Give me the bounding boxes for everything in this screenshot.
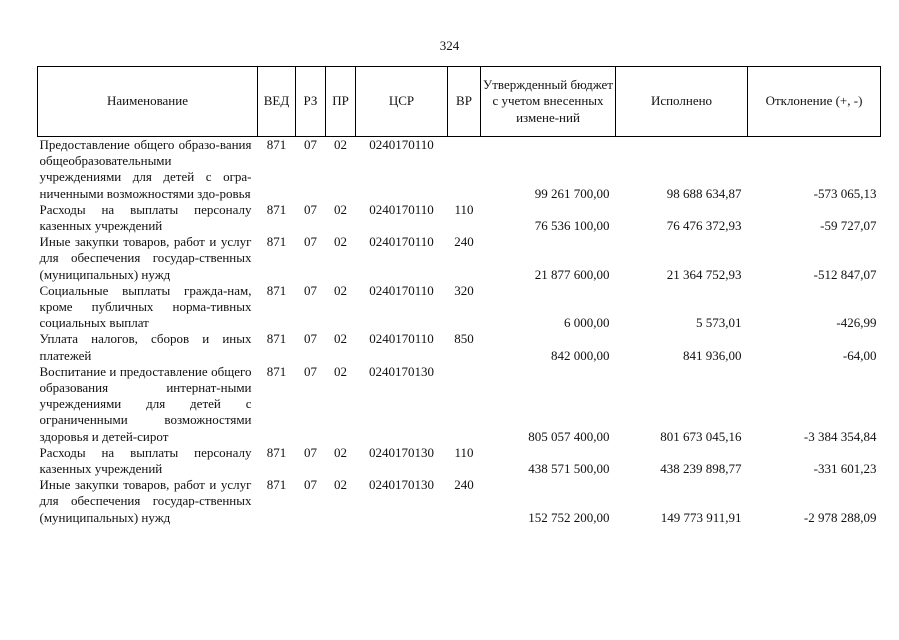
header-name: Наименование [38,67,258,137]
cell-rz: 07 [304,137,317,152]
cell-executed: 801 673 045,16 [660,428,742,444]
table-row [38,364,881,445]
cell-pr: 02 [334,444,347,460]
cell-approved: 152 752 200,00 [528,509,610,525]
cell-name: Воспитание и предоставление общего образования интернат-ными учреждениями для детей с ограниченными возможностями здоровья и детей-сирот [39,363,252,444]
cell-ved: 871 [266,201,287,217]
cell-rz: 07 [304,363,317,379]
cell-deviation: -331 601,23 [813,461,877,477]
cell-ved: 871 [266,137,287,152]
header-rz: РЗ [296,67,326,137]
cell-csr: 0240170110 [369,137,434,152]
cell-executed: 438 239 898,77 [660,461,742,477]
cell-ved: 871 [266,282,287,298]
cell-name: Иные закупки товаров, работ и услуг для обеспечения государ-ственных (муниципальных) нужд [39,477,252,525]
cell-name: Расходы на выплаты персоналу казенных учреждений [39,201,252,234]
cell-approved: 6 000,00 [564,315,610,331]
cell-name: Предоставление общего образо-вания общеобразовательными учреждениями для детей с огра-ниченными возможностями здо-ровья [39,137,252,201]
cell-pr: 02 [334,234,347,250]
table-header-row [38,67,881,137]
table-row [38,331,881,363]
cell-approved: 438 571 500,00 [528,461,610,477]
table-row [38,283,881,332]
header-executed: Исполнено [616,67,748,137]
cell-executed: 149 773 911,91 [660,509,742,525]
cell-vr [448,364,481,445]
cell-csr: 0240170110 [369,331,434,347]
table-row [38,445,881,477]
cell-csr: 0240170130 [369,477,434,493]
cell-executed: 21 364 752,93 [666,266,742,282]
cell-pr: 02 [334,363,347,379]
cell-pr: 02 [334,201,347,217]
cell-rz: 07 [304,444,317,460]
cell-name: Иные закупки товаров, работ и услуг для обеспечения государ-ственных (муниципальных) нужд [39,234,252,282]
cell-name: Уплата налогов, сборов и иных платежей [39,331,252,363]
cell-ved: 871 [266,444,287,460]
cell-ved: 871 [266,331,287,347]
header-pr: ПР [326,67,356,137]
cell-deviation: -512 847,07 [813,266,877,282]
cell-vr: 110 [454,201,474,217]
cell-vr: 240 [454,234,474,250]
cell-executed: 98 688 634,87 [666,185,742,201]
cell-pr: 02 [334,331,347,347]
table-body [38,137,881,526]
cell-deviation: -2 978 288,09 [803,509,877,525]
page-number: 324 [439,38,460,53]
header-csr: ЦСР [356,67,448,137]
cell-ved: 871 [266,234,287,250]
cell-deviation: -3 384 354,84 [803,428,877,444]
cell-ved: 871 [266,477,287,493]
cell-vr: 110 [454,444,474,460]
cell-csr: 0240170110 [369,282,434,298]
cell-vr [448,137,481,202]
cell-name: Расходы на выплаты персоналу казенных учреждений [39,444,252,477]
cell-vr: 850 [454,331,474,347]
cell-approved: 21 877 600,00 [534,266,610,282]
table-row [38,477,881,526]
cell-deviation: -573 065,13 [813,185,877,201]
cell-deviation: -426,99 [836,315,877,331]
cell-rz: 07 [304,331,317,347]
cell-pr: 02 [334,477,347,493]
cell-csr: 0240170110 [369,234,434,250]
cell-approved: 99 261 700,00 [534,185,610,201]
cell-csr: 0240170130 [369,444,434,460]
header-approved: Утвержденный бюджет с учетом внесенных измене-ний [481,67,616,137]
cell-rz: 07 [304,201,317,217]
cell-approved: 842 000,00 [551,347,610,363]
cell-rz: 07 [304,234,317,250]
cell-ved: 871 [266,363,287,379]
header-ved: ВЕД [258,67,296,137]
cell-executed: 76 476 372,93 [666,218,742,234]
cell-vr: 320 [454,282,474,298]
table-row [38,137,881,202]
cell-vr: 240 [454,477,474,493]
table-row [38,202,881,234]
cell-deviation: -64,00 [842,347,877,363]
cell-csr: 0240170130 [369,363,434,379]
cell-approved: 76 536 100,00 [534,218,610,234]
cell-pr: 02 [334,282,347,298]
cell-executed: 841 936,00 [683,347,742,363]
cell-executed: 5 573,01 [696,315,742,331]
header-vr: ВР [448,67,481,137]
cell-csr: 0240170110 [369,201,434,217]
cell-rz: 07 [304,282,317,298]
cell-rz: 07 [304,477,317,493]
cell-name: Социальные выплаты гражда-нам, кроме публичных норма-тивных социальных выплат [39,282,252,331]
budget-execution-table [37,66,881,526]
header-deviation: Отклонение (+, -) [748,67,881,137]
cell-approved: 805 057 400,00 [528,428,610,444]
cell-deviation: -59 727,07 [820,218,877,234]
table-row [38,234,881,283]
cell-pr: 02 [334,137,347,152]
